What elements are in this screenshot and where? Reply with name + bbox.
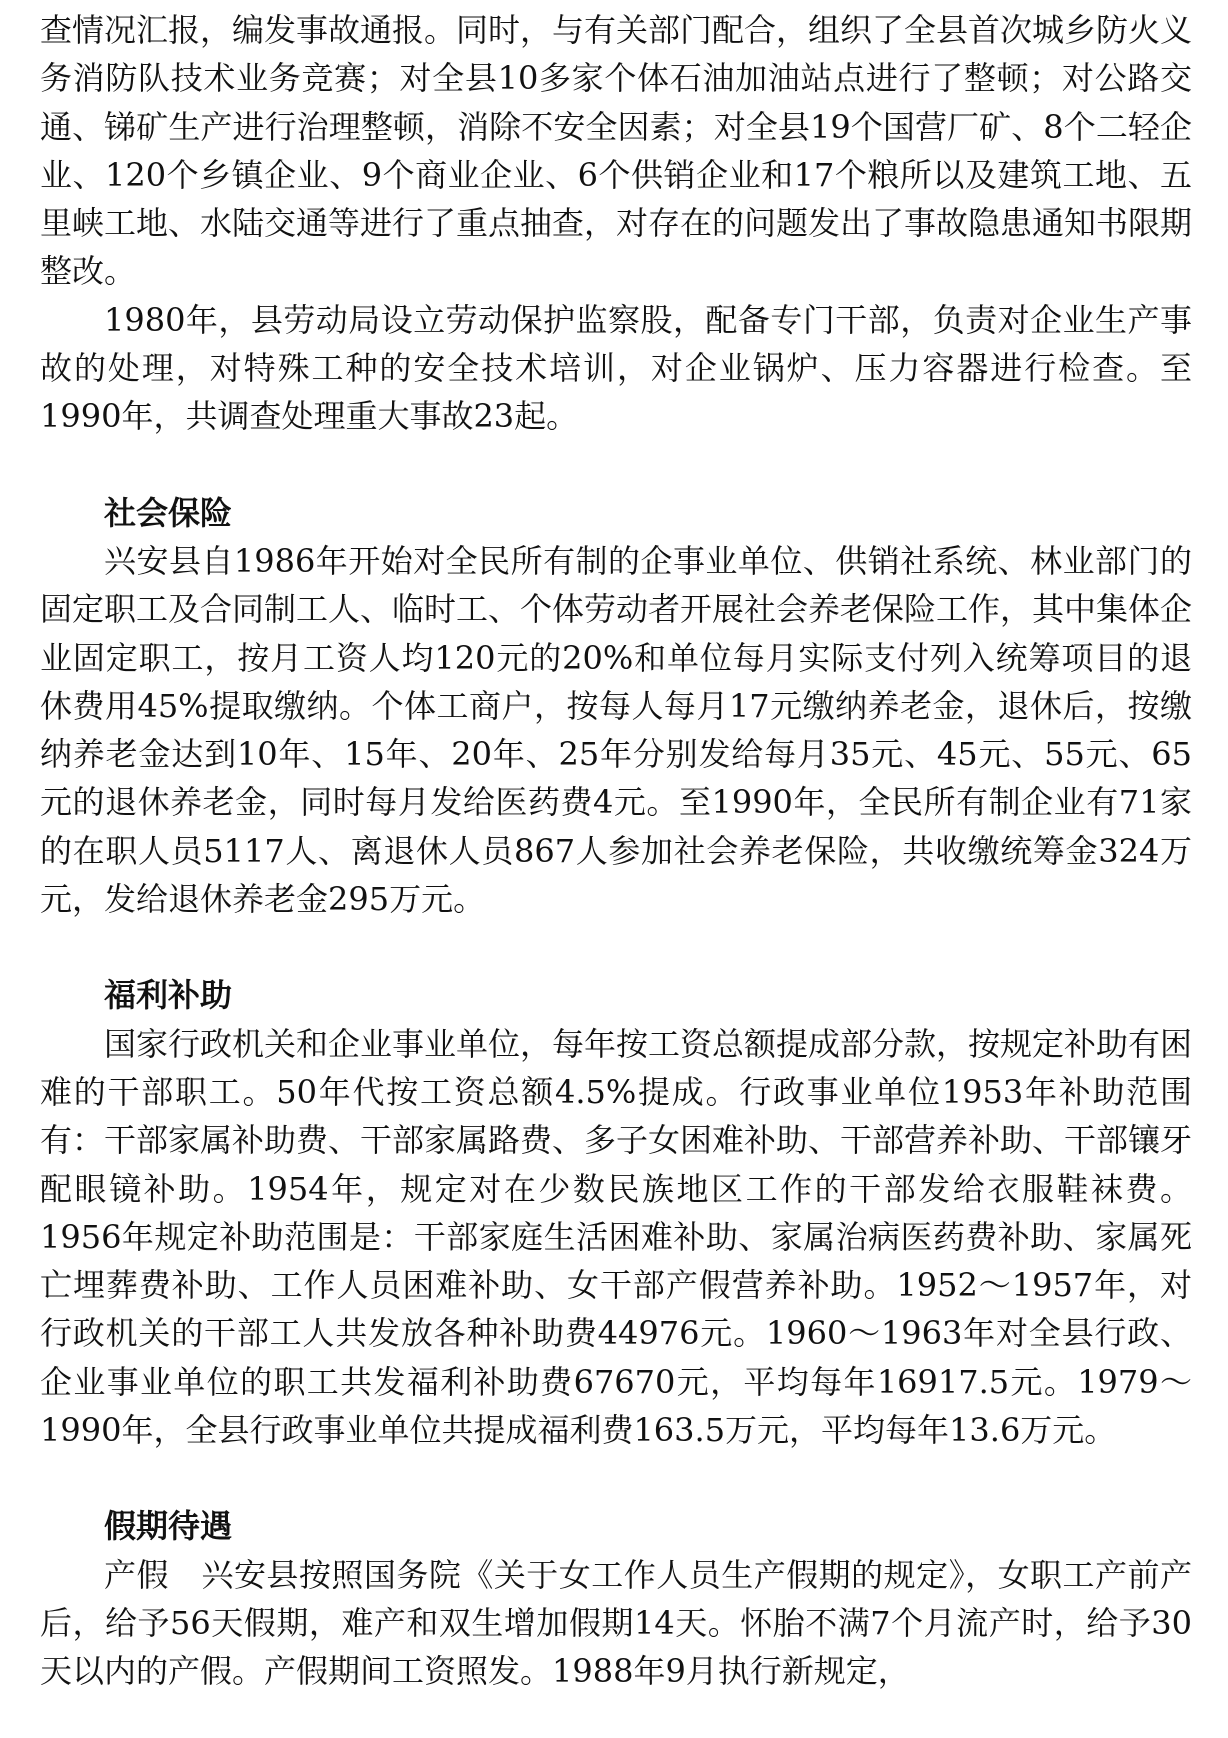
leave-benefits-paragraph: 产假 兴安县按照国务院《关于女工作人员生产假期的规定》，女职工产前产后，给予56天假期，难产和双生增加假期14天。怀胎不满7个月流产时，给予30天以内的产假。产假期间工资照发。1988年9月执行新规定，	[40, 1555, 1192, 1691]
social-insurance-paragraph: 兴安县自1986年开始对全民所有制的企事业单位、供销社系统、林业部门的固定职工及合同制工人、临时工、个体劳动者开展社会养老保险工作，其中集体企业固定职工，按月工资人均120元的20%和单位每月实际支付列入统筹项目的退休费用45%提取缴纳。个体工商户，按每人每月17元缴纳养老金，退休后，按缴纳养老金达到10年、15年、20年、25年分别发给每月35元、45元、55元、65元的退休养老金，同时每月发给医药费4元。至1990年，全民所有制企业有71家的在职人员5117人、离退休人员867人参加社会养老保险，共收缴统筹金324万元，发给退休养老金295万元。	[40, 541, 1193, 919]
section-heading-leave-benefits: 假期待遇	[104, 1507, 233, 1546]
intro-paragraph-1: 查情况汇报，编发事故通报。同时，与有关部门配合，组织了全县首次城乡防火义务消防队技术业务竞赛；对全县10多家个体石油加油站点进行了整顿；对公路交通、锑矿生产进行治理整顿，消除不安全因素；对全县19个国营厂矿、8个二轻企业、120个乡镇企业、9个商业企业、6个供销企业和17个粮所以及建筑工地、五里峡工地、水陆交通等进行了重点抽查，对存在的问题发出了事故隐患通知书限期整改。	[40, 11, 1193, 291]
section-heading-welfare-subsidy: 福利补助	[104, 976, 233, 1015]
document-page	[40, 6, 1192, 1696]
welfare-subsidy-paragraph: 国家行政机关和企业事业单位，每年按工资总额提成部分款，按规定补助有困难的干部职工。50年代按工资总额4.5%提成。行政事业单位1953年补助范围有：干部家属补助费、干部家属路费、多子女困难补助、干部营养补助、干部镶牙配眼镜补助。1954年，规定对在少数民族地区工作的干部发给衣服鞋袜费。1956年规定补助范围是：干部家庭生活困难补助、家属治病医药费补助、家属死亡埋葬费补助、工作人员困难补助、女干部产假营养补助。1952～1957年，对行政机关的干部工人共发放各种补助费44976元。1960～1963年对全县行政、企业事业单位的职工共发福利补助费67670元，平均每年16917.5元。1979～1990年，全县行政事业单位共提成福利费163.5万元，平均每年13.6万元。	[40, 1024, 1193, 1450]
section-heading-social-insurance: 社会保险	[104, 493, 233, 532]
intro-paragraph-2: 1980年，县劳动局设立劳动保护监察股，配备专门干部，负责对企业生产事故的处理，对特殊工种的安全技术培训，对企业锅炉、压力容器进行检查。至1990年，共调查处理重大事故23起。	[40, 300, 1192, 436]
